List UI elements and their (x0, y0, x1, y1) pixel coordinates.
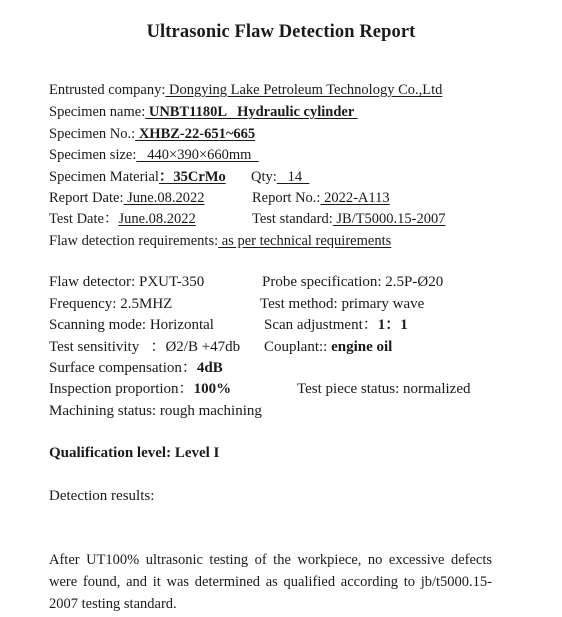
qty-value: 14 (276, 169, 310, 185)
report-date-label: Report Date: (49, 190, 124, 206)
entrusted-company-label: Entrusted company: (49, 82, 166, 98)
specimen-name-value: UNBT1180L Hydraulic cylinder (145, 104, 358, 120)
scan-adjustment-label: Scan adjustment： (264, 317, 378, 333)
inspection-proportion-label: Inspection proportion： (49, 381, 194, 397)
test-standard-row (252, 210, 446, 228)
report-date-row (49, 189, 204, 207)
report-no-value: 2022-A113 (320, 190, 390, 206)
test-date-label: Test Date： (49, 211, 119, 227)
inspection-proportion-row (49, 380, 231, 398)
test-standard-label: Test standard: (252, 211, 333, 227)
entrusted-company-row (49, 81, 442, 99)
surface-compensation-value: 4dB (196, 360, 223, 376)
scan-adjustment-row (264, 316, 408, 334)
couplant-value: engine oil (331, 339, 393, 355)
test-date-row (49, 210, 196, 228)
report-date-value: June.08.2022 (123, 190, 205, 206)
report-no-row (252, 189, 390, 207)
specimen-material-label: Specimen Material (49, 169, 159, 185)
surface-compensation-row (49, 359, 223, 377)
scanning-mode: Scanning mode: Horizontal (49, 317, 214, 333)
test-sensitivity: Test sensitivity ：Ø2/B +47db (49, 339, 241, 355)
conclusion-paragraph: After UT100% ultrasonic testing of the workpiece, no excessive defects were found, and it was determined as qualified according to jb/t5000.15-2007 testing standard. (49, 552, 492, 612)
detection-results-heading: Detection results: (49, 488, 155, 504)
specimen-size-label: Specimen size: (49, 147, 137, 163)
qualification-level: Qualification level: Level I (49, 445, 220, 461)
test-standard-value: JB/T5000.15-2007 (332, 211, 446, 227)
specimen-no-value: XHBZ-22-651~665 (135, 126, 256, 142)
qty-row (251, 168, 309, 186)
frequency: Frequency: 2.5MHZ (49, 296, 173, 312)
couplant-label: Couplant:: (264, 339, 332, 355)
qty-label: Qty: (251, 169, 277, 185)
entrusted-company-value: Dongying Lake Petroleum Technology Co.,Ltd (165, 82, 443, 98)
flaw-requirements-label: Flaw detection requirements: (49, 233, 219, 249)
test-method: Test method: primary wave (260, 296, 425, 312)
flaw-requirements-row (49, 232, 391, 250)
report-no-label: Report No.: (252, 190, 321, 206)
couplant-row (264, 338, 392, 356)
probe-specification: Probe specification: 2.5P-Ø20 (262, 274, 444, 290)
specimen-material-row (49, 168, 226, 186)
flaw-detector: Flaw detector: PXUT-350 (49, 274, 205, 290)
inspection-proportion-value: 100% (193, 381, 232, 397)
specimen-material-value: ：35CrMo (158, 169, 226, 185)
specimen-size-row (49, 146, 259, 164)
report-title: Ultrasonic Flaw Detection Report (146, 22, 416, 42)
machining-status: Machining status: rough machining (49, 403, 262, 419)
flaw-requirements-value: as per technical requirements (218, 233, 392, 249)
specimen-name-label: Specimen name: (49, 104, 146, 120)
specimen-size-value: 440×390×660mm (136, 147, 259, 163)
specimen-name-row (49, 103, 358, 121)
surface-compensation-label: Surface compensation： (49, 360, 197, 376)
scan-adjustment-value: 1：1 (377, 317, 408, 333)
test-piece-status: Test piece status: normalized (297, 381, 471, 397)
specimen-no-row (49, 125, 255, 143)
test-date-value: June.08.2022 (118, 211, 196, 227)
specimen-no-label: Specimen No.: (49, 126, 136, 142)
